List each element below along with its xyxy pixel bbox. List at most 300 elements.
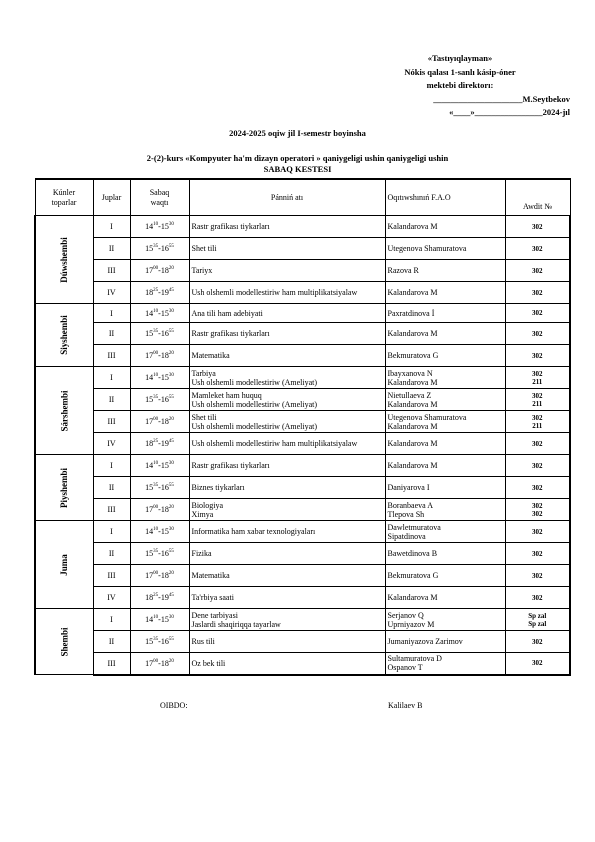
- subject-name-second: Ush olshemli modellestiriw (Ameliyat): [191, 377, 318, 387]
- time-end-hour: -15: [158, 461, 169, 470]
- teacher-cell: [385, 282, 505, 304]
- time-start-minute: 35: [153, 329, 159, 334]
- teacher-cell: [385, 609, 505, 631]
- teacher-cell: [385, 455, 505, 477]
- pair-number: III: [93, 653, 130, 675]
- room-number: 302: [532, 483, 543, 492]
- pair-number: IV: [93, 587, 130, 609]
- subject-cell: [189, 411, 385, 433]
- room-number: 302: [532, 527, 543, 536]
- time-start-minute: 00: [153, 571, 159, 576]
- time-start-hour: 15: [145, 329, 154, 338]
- room-number: 302: [532, 222, 543, 231]
- subject-name-second: Ximya: [191, 509, 214, 519]
- room-number: 302: [532, 549, 543, 558]
- approval-date-line: «____»________________2024-jıl: [449, 107, 570, 117]
- pair-number: I: [93, 609, 130, 631]
- time-end-hour: -18: [158, 266, 169, 275]
- subject-cell: [189, 216, 385, 238]
- subject-name: Ush olshemli modellestiriw ham multiplikatsiyalaw: [191, 439, 358, 448]
- subject-cell: [189, 345, 385, 367]
- room-number-second: Sp zal: [528, 619, 547, 628]
- subject-name-second: Ush olshemli modellestiriw (Ameliyat): [191, 399, 318, 409]
- lesson-time: [130, 216, 189, 238]
- time-end-minute: 20: [168, 658, 174, 664]
- subject-name: Biznes tiykarları: [191, 483, 245, 492]
- room-number: 302: [532, 571, 543, 580]
- teacher-name: Kalandarova M: [387, 593, 438, 602]
- table-row: [35, 631, 570, 653]
- teacher-name: Kalandarova M: [387, 439, 438, 448]
- time-end-minute: 45: [168, 593, 174, 598]
- day-name: Shembi: [59, 626, 70, 657]
- time-end-minute: 55: [168, 395, 174, 400]
- day-name: Siyshembi: [59, 315, 70, 355]
- subject-cell: [189, 543, 385, 565]
- pair-number: III: [93, 411, 130, 433]
- subject-name-second: Jaslardi shaqiriqqa tayarlaw: [191, 619, 281, 629]
- room-number: Sp zal: [528, 611, 547, 620]
- room-number: 302: [532, 461, 543, 470]
- pair-number: IV: [93, 282, 130, 304]
- teacher-cell: [385, 389, 505, 411]
- room-number: 302: [532, 329, 543, 338]
- table-row: [35, 653, 570, 675]
- lesson-time: [130, 543, 189, 565]
- time-start-minute: 35: [153, 637, 159, 642]
- header-days: Kúnler toparlar: [35, 179, 93, 216]
- time-end-hour: -19: [158, 593, 169, 602]
- subject-name: Oz bek tili: [191, 658, 226, 668]
- time-end-hour: -18: [158, 658, 169, 668]
- subject-cell: [189, 565, 385, 587]
- time-start-hour: 15: [145, 549, 154, 558]
- teacher-name: Utegenova Shamuratova: [387, 244, 467, 253]
- teacher-cell: [385, 323, 505, 345]
- table-row: [35, 260, 570, 282]
- room-number: 302: [532, 309, 543, 317]
- time-end-minute: 55: [168, 244, 174, 249]
- teacher-name: Jumaniyazova Zarimov: [387, 637, 463, 646]
- teacher-name: Bekmuratova G: [387, 351, 439, 360]
- subject-name: Tarbiya: [191, 368, 216, 378]
- room-number: 302: [532, 501, 543, 510]
- table-row: [35, 521, 570, 543]
- room-cell: [505, 433, 570, 455]
- lesson-time: [130, 433, 189, 455]
- subject-cell: [189, 282, 385, 304]
- subject-name: Mamleket ham huquq: [191, 390, 262, 400]
- time-end-minute: 20: [168, 417, 174, 422]
- room-cell: [505, 345, 570, 367]
- day-name-cell: [35, 304, 93, 367]
- subject-cell: [189, 477, 385, 499]
- teacher-cell: [385, 367, 505, 389]
- subject-cell: [189, 499, 385, 521]
- teacher-name: Kalandarova M: [387, 329, 438, 338]
- table-row: [35, 389, 570, 411]
- lesson-time: [130, 587, 189, 609]
- time-end-hour: -15: [158, 527, 169, 536]
- room-cell: [505, 282, 570, 304]
- subject-cell: [189, 609, 385, 631]
- pair-number: II: [93, 477, 130, 499]
- teacher-name: Razova R: [387, 266, 419, 275]
- time-end-minute: 30: [168, 222, 174, 227]
- room-number: 302: [532, 351, 543, 360]
- table-row: [35, 238, 570, 260]
- table-row: [35, 282, 570, 304]
- course-title: 2-(2)-kurs «Kompyuter ha'm dizayn operatori » qaniygeligi ushin qaniygeligi ushin: [146, 153, 449, 163]
- subject-name: Ta'rbiya saati: [191, 593, 234, 602]
- time-start-minute: 35: [153, 395, 159, 400]
- time-start-hour: 17: [145, 417, 154, 426]
- time-start-hour: 14: [145, 615, 154, 624]
- subject-cell: [189, 455, 385, 477]
- room-number: 302: [532, 593, 543, 602]
- teacher-name: Boranbaeva A: [387, 500, 434, 510]
- time-start-hour: 18: [145, 288, 154, 297]
- footer-right-name: Kalilaev B: [388, 701, 423, 710]
- lesson-time: [130, 521, 189, 543]
- time-end-minute: 45: [168, 288, 174, 293]
- lesson-time: [130, 389, 189, 411]
- time-end-minute: 20: [168, 266, 174, 271]
- time-start-hour: 18: [145, 439, 154, 448]
- teacher-cell: [385, 216, 505, 238]
- time-start-minute: 35: [153, 244, 159, 249]
- room-cell: [505, 587, 570, 609]
- room-number: 302: [532, 369, 543, 378]
- table-row: [35, 323, 570, 345]
- day-name-cell: [35, 455, 93, 521]
- lesson-time: [130, 282, 189, 304]
- teacher-name: Paxratdinova İ: [387, 308, 435, 318]
- time-end-minute: 30: [168, 373, 174, 378]
- teacher-name: Kalandarova M: [387, 222, 438, 231]
- header-pairs: Juplar: [93, 179, 130, 216]
- teacher-cell: [385, 238, 505, 260]
- teacher-name-second: Kalandarova M: [387, 377, 438, 387]
- time-start-minute: 35: [153, 483, 159, 488]
- room-number: 302: [532, 659, 543, 668]
- subject-cell: [189, 367, 385, 389]
- room-cell: [505, 609, 570, 631]
- teacher-cell: [385, 499, 505, 521]
- subject-cell: [189, 653, 385, 675]
- lesson-time: [130, 455, 189, 477]
- day-name: Sárshembi: [59, 389, 70, 432]
- time-end-hour: -19: [158, 439, 169, 448]
- table-row: [35, 543, 570, 565]
- pair-number: I: [93, 216, 130, 238]
- room-cell: [505, 389, 570, 411]
- subject-name: Rus tili: [191, 637, 215, 646]
- room-cell: [505, 543, 570, 565]
- time-end-minute: 20: [168, 505, 174, 510]
- teacher-cell: [385, 304, 505, 323]
- teacher-name: Bekmuratova G: [387, 571, 439, 580]
- room-cell: [505, 631, 570, 653]
- subject-name: Informatika ham xabar texnologiyaları: [191, 527, 316, 536]
- room-cell: [505, 411, 570, 433]
- day-name: Piyshembi: [59, 467, 70, 508]
- subject-cell: [189, 631, 385, 653]
- table-row: [35, 433, 570, 455]
- subject-name: Matematika: [191, 571, 230, 580]
- day-name: Dúwshembi: [59, 236, 70, 283]
- teacher-name: Bawetdinova B: [387, 549, 438, 558]
- teacher-name: Sultamuratova D: [387, 654, 442, 664]
- time-end-minute: 55: [168, 329, 174, 334]
- lesson-time: [130, 499, 189, 521]
- subject-cell: [189, 238, 385, 260]
- day-name-cell: [35, 521, 93, 609]
- time-end-hour: -16: [158, 244, 169, 253]
- room-cell: [505, 216, 570, 238]
- time-end-minute: 20: [168, 351, 174, 356]
- time-start-hour: 14: [145, 527, 154, 536]
- teacher-name-second: Kalandarova M: [387, 421, 438, 431]
- room-cell: [505, 367, 570, 389]
- time-end-hour: -16: [158, 637, 169, 646]
- time-end-hour: -18: [158, 505, 169, 514]
- teacher-name: Nietullaeva Z: [387, 390, 432, 400]
- schedule-table: [34, 178, 571, 676]
- time-start-hour: 14: [145, 222, 154, 231]
- time-end-hour: -16: [158, 483, 169, 492]
- room-number-second: 211: [532, 377, 543, 386]
- time-end-hour: -18: [158, 571, 169, 580]
- time-end-hour: -16: [158, 395, 169, 404]
- time-start-minute: 10: [153, 222, 159, 227]
- lesson-time: [130, 323, 189, 345]
- table-row: [35, 216, 570, 238]
- header-time: Sabaq waqtı: [130, 179, 189, 216]
- room-number: 302: [532, 439, 543, 448]
- teacher-name: Serjanov Q: [387, 610, 424, 620]
- room-number: 302: [532, 244, 543, 253]
- subject-cell: [189, 389, 385, 411]
- time-start-minute: 25: [153, 288, 159, 293]
- approval-signature-line: _____________________M.Seytbekov: [433, 93, 570, 104]
- time-end-minute: 30: [168, 308, 174, 314]
- room-number-second: 211: [532, 421, 543, 430]
- subject-cell: [189, 323, 385, 345]
- time-start-minute: 10: [153, 373, 159, 378]
- schedule-title: SABAQ KESTESI: [263, 164, 332, 174]
- room-cell: [505, 477, 570, 499]
- time-start-hour: 15: [145, 395, 154, 404]
- table-row: [35, 345, 570, 367]
- teacher-cell: [385, 565, 505, 587]
- time-end-minute: 45: [168, 439, 174, 444]
- time-end-hour: -16: [158, 549, 169, 558]
- subject-name: Shet tili: [191, 244, 217, 253]
- lesson-time: [130, 238, 189, 260]
- room-cell: [505, 565, 570, 587]
- subject-name: Fizika: [191, 549, 212, 558]
- pair-number: I: [93, 367, 130, 389]
- subject-name: Tariyx: [191, 266, 213, 275]
- header-teacher: Oqıtıwshınıń F.A.O: [385, 179, 505, 216]
- teacher-cell: [385, 653, 505, 675]
- time-end-minute: 30: [168, 527, 174, 532]
- room-number: 302: [532, 266, 543, 275]
- time-start-minute: 35: [153, 549, 159, 554]
- lesson-time: [130, 304, 189, 323]
- day-name-cell: [35, 367, 93, 455]
- room-cell: [505, 260, 570, 282]
- teacher-name: Kalandarova M: [387, 461, 438, 470]
- teacher-name-second: Tlepova Sh: [387, 509, 425, 519]
- subject-name: Dene tarbiyasi: [191, 610, 238, 620]
- lesson-time: [130, 260, 189, 282]
- table-row: [35, 565, 570, 587]
- teacher-name: Ibayxanova N: [387, 368, 433, 378]
- time-start-hour: 17: [145, 266, 154, 275]
- table-row: [35, 587, 570, 609]
- table-row: [35, 455, 570, 477]
- table-row: [35, 499, 570, 521]
- time-end-minute: 55: [168, 483, 174, 488]
- room-cell: [505, 238, 570, 260]
- time-start-minute: 00: [153, 658, 159, 664]
- time-start-minute: 00: [153, 505, 159, 510]
- time-start-hour: 17: [145, 505, 154, 514]
- subject-name: Ush olshemli modellestiriw ham multiplikatsiyalaw: [191, 288, 358, 297]
- pair-number: II: [93, 238, 130, 260]
- header-room: Awdit №: [505, 179, 570, 216]
- subject-cell: [189, 433, 385, 455]
- subject-name: Rastr grafikası tiykarları: [191, 461, 270, 470]
- room-number-second: 302: [532, 509, 543, 518]
- room-number: 302: [532, 637, 543, 646]
- room-number-second: 211: [532, 399, 543, 408]
- pair-number: I: [93, 521, 130, 543]
- pair-number: II: [93, 323, 130, 345]
- time-start-hour: 14: [145, 308, 154, 318]
- time-start-minute: 10: [153, 615, 159, 620]
- pair-number: III: [93, 260, 130, 282]
- subject-cell: [189, 304, 385, 323]
- time-start-hour: 18: [145, 593, 154, 602]
- time-start-minute: 00: [153, 266, 159, 271]
- teacher-name-second: Ospanov T: [387, 663, 423, 673]
- approval-line-2: Nókis qalası 1-sanlı kásip-óner: [404, 66, 516, 77]
- time-end-hour: -15: [158, 615, 169, 624]
- table-row: [35, 367, 570, 389]
- course-heading: [0, 153, 595, 175]
- subject-name: Shet tili: [191, 412, 217, 422]
- table-header-row: [35, 179, 570, 216]
- teacher-cell: [385, 477, 505, 499]
- approval-line-3: mektebi direktorı:: [426, 80, 494, 90]
- table-row: [35, 304, 570, 323]
- lesson-time: [130, 565, 189, 587]
- teacher-name-second: Uprniyazov M: [387, 619, 435, 629]
- time-end-hour: -18: [158, 351, 169, 360]
- room-cell: [505, 499, 570, 521]
- pair-number: II: [93, 631, 130, 653]
- time-start-hour: 14: [145, 461, 154, 470]
- footer-left-label: OIBDO:: [160, 701, 188, 710]
- teacher-name: Dawletmuratova: [387, 522, 441, 532]
- teacher-cell: [385, 521, 505, 543]
- time-end-hour: -15: [158, 308, 169, 318]
- subject-cell: [189, 521, 385, 543]
- time-start-hour: 15: [145, 483, 154, 492]
- pair-number: II: [93, 543, 130, 565]
- subject-name-second: Ush olshemli modellestiriw (Ameliyat): [191, 421, 318, 431]
- teacher-cell: [385, 411, 505, 433]
- teacher-name-second: Sipatdinova: [387, 531, 426, 541]
- day-name-cell: [35, 609, 93, 675]
- table-row: [35, 477, 570, 499]
- room-cell: [505, 521, 570, 543]
- time-start-minute: 25: [153, 439, 159, 444]
- pair-number: III: [93, 565, 130, 587]
- time-end-hour: -18: [158, 417, 169, 426]
- approval-block: [350, 52, 570, 120]
- time-end-minute: 30: [168, 615, 174, 620]
- time-start-hour: 17: [145, 658, 154, 668]
- time-start-minute: 10: [153, 461, 159, 466]
- subject-name: Rastr grafikası tiykarları: [191, 329, 270, 338]
- time-start-minute: 10: [153, 527, 159, 532]
- subject-name: Rastr grafikası tiykarları: [191, 222, 270, 231]
- day-name-cell: [35, 216, 93, 304]
- academic-year: 2024-2025 oqiw jil I-semestr boyinsha: [229, 128, 366, 138]
- time-end-hour: -16: [158, 329, 169, 338]
- subject-name: Matematika: [191, 351, 230, 360]
- table-row: [35, 411, 570, 433]
- room-number: 302: [532, 391, 543, 400]
- room-cell: [505, 455, 570, 477]
- header-subject: Pánniń atı: [189, 179, 385, 216]
- pair-number: III: [93, 499, 130, 521]
- time-end-minute: 55: [168, 637, 174, 642]
- pair-number: I: [93, 455, 130, 477]
- approval-line-1: «Tastıyıqlayman»: [427, 53, 493, 63]
- teacher-cell: [385, 587, 505, 609]
- time-end-hour: -15: [158, 373, 169, 382]
- room-cell: [505, 323, 570, 345]
- subject-name: Ana tili ham adebiyati: [191, 308, 263, 318]
- pair-number: I: [93, 304, 130, 323]
- pair-number: IV: [93, 433, 130, 455]
- lesson-time: [130, 477, 189, 499]
- room-number: 302: [532, 413, 543, 422]
- lesson-time: [130, 411, 189, 433]
- subject-name: Biologiya: [191, 500, 224, 510]
- time-end-minute: 20: [168, 571, 174, 576]
- lesson-time: [130, 631, 189, 653]
- time-end-minute: 55: [168, 549, 174, 554]
- time-start-hour: 17: [145, 351, 154, 360]
- subject-cell: [189, 260, 385, 282]
- subject-cell: [189, 587, 385, 609]
- time-start-hour: 17: [145, 571, 154, 580]
- room-cell: [505, 653, 570, 675]
- time-start-hour: 15: [145, 244, 154, 253]
- table-row: [35, 609, 570, 631]
- time-start-minute: 00: [153, 351, 159, 356]
- teacher-cell: [385, 345, 505, 367]
- time-end-minute: 30: [168, 461, 174, 466]
- time-start-hour: 14: [145, 373, 154, 382]
- teacher-name: Kalandarova M: [387, 288, 438, 297]
